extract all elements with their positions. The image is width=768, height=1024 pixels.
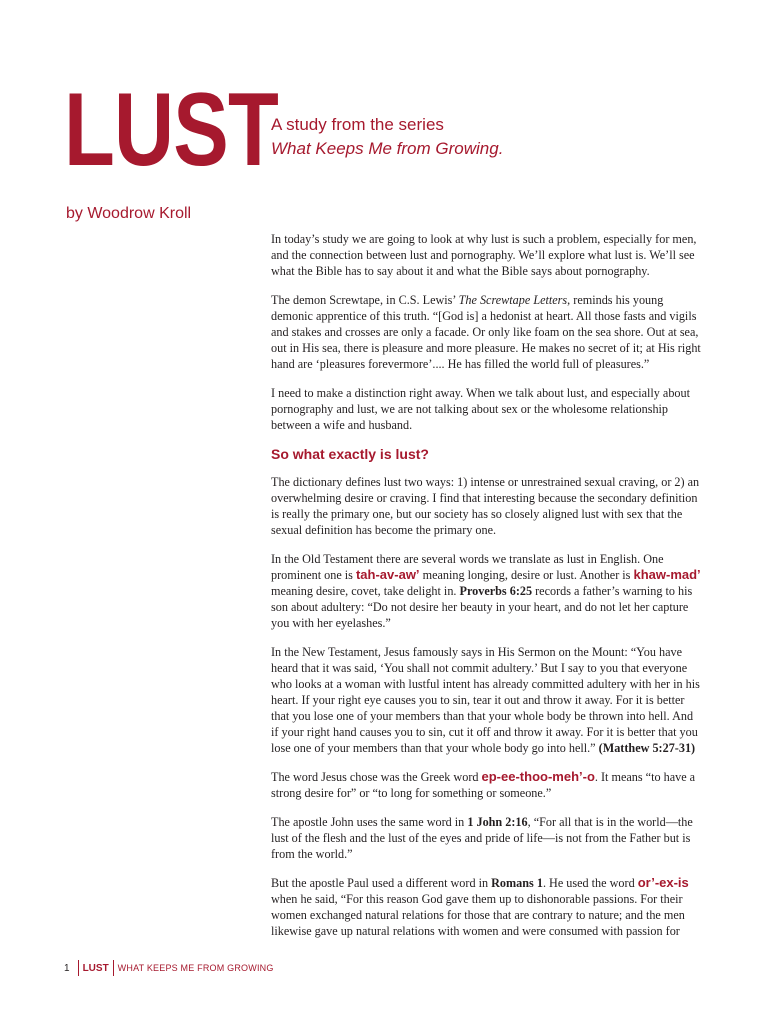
section-heading: So what exactly is lust? bbox=[271, 446, 429, 462]
paragraph-4: The dictionary defines lust two ways: 1) intense or unrestrained sexual craving, or 2) an overwhelming desire or craving. I find that interesting because the secondary definition is really the primary one, but our society has so closely aligned lust with sex that the sexual definition has become the primary one. bbox=[271, 475, 700, 537]
greek-word: ep-ee-thoo-meh’-o bbox=[481, 769, 595, 784]
paragraph-1: In today’s study we are going to look at why lust is such a problem, especially for men, and the connection between lust and pornography. We’ll explore what lust is. We’ll see what the Bible has to say about it and what the Bible says about pornography. bbox=[271, 232, 697, 278]
text-run: The apostle John uses the same word in bbox=[271, 815, 468, 829]
paragraph-2 bbox=[271, 292, 703, 372]
scripture-reference: Romans 1 bbox=[491, 876, 543, 890]
page-footer bbox=[64, 960, 274, 976]
text-run: records a father’s warning to his son about adultery: “Do not desire her beauty in your heart, and do not let her capture you with her eyelashes.” bbox=[271, 584, 693, 630]
text-run: In the Old Testament there are several words we translate as lust in English. One prominent one is bbox=[271, 552, 664, 582]
paragraph-5 bbox=[271, 551, 703, 631]
hebrew-word: tah-av-aw’ bbox=[355, 567, 420, 582]
paragraph-3: I need to make a distinction right away. When we talk about lust, and especially about pornography and lust, we are not talking about sex or the wholesome relationship between a wife and husband. bbox=[271, 386, 690, 432]
footer-series: WHAT KEEPS ME FROM GROWING bbox=[117, 963, 274, 973]
page-number: 1 bbox=[64, 962, 70, 974]
footer-divider bbox=[113, 960, 114, 976]
text-run: . It means “to have a strong desire for” or “to long for something or someone.” bbox=[271, 770, 696, 800]
series-line-1: A study from the series bbox=[271, 115, 444, 134]
text-run: meaning desire, covet, take delight in. bbox=[271, 584, 460, 598]
scripture-reference: 1 John 2:16 bbox=[467, 815, 528, 829]
book-title: The Screwtape Letters bbox=[458, 293, 568, 307]
text-run: . He used the word bbox=[542, 876, 638, 890]
series-subtitle bbox=[271, 113, 503, 161]
article-body bbox=[271, 231, 703, 952]
text-run: meaning longing, desire or lust. Another is bbox=[419, 568, 634, 582]
series-line-2: What Keeps Me from Growing. bbox=[271, 139, 504, 158]
text-run: In the New Testament, Jesus famously says in His Sermon on the Mount: “You have heard that it was said, ‘You shall not commit adultery.’ But I say to you that everyone who looks at a woman with lustful intent has already committed adultery with her in his heart. If your right eye causes you to sin, tear it out and throw it away. For it is better that you lose one of your members than that your whole body be thrown into hell. And if your right hand causes you to sin, cut it off and throw it away. For it is better that you lose one of your members than that your whole body go into hell.” bbox=[271, 645, 700, 755]
scripture-reference: (Matthew 5:27-31) bbox=[598, 741, 696, 755]
text-run: , “For all that is in the world—the lust of the flesh and the lust of the eyes and pride of life—is not from the Father but is from the world.” bbox=[271, 815, 693, 861]
footer-divider bbox=[78, 960, 79, 976]
greek-word: or’-ex-is bbox=[637, 875, 689, 890]
text-run: The word Jesus chose was the Greek word bbox=[271, 770, 482, 784]
text-run: , reminds his young demonic apprentice of this truth. “[God is] a hedonist at heart. All those fasts and vigils and stakes and crosses are only a facade. Or only like foam on the sea shore. Out at sea, out in His sea, there is pleasure and more pleasure. He makes no secret of it; at His right hand are ‘pleasures forevermore’.... He has filled the world full of pleasures.” bbox=[271, 293, 701, 371]
paragraph-6 bbox=[271, 644, 703, 756]
paragraph-9 bbox=[271, 875, 703, 939]
text-run: when he said, “For this reason God gave them up to dishonorable passions. For their women exchanged natural relations for those that are contrary to nature; and the men likewise gave up natural relations with women and were consumed with passion for bbox=[271, 892, 685, 938]
scripture-reference: Proverbs 6:25 bbox=[459, 584, 533, 598]
text-run: But the apostle Paul used a different word in bbox=[271, 876, 492, 890]
text-run: The demon Screwtape, in C.S. Lewis’ bbox=[271, 293, 459, 307]
author-byline: by Woodrow Kroll bbox=[66, 205, 192, 222]
paragraph-7 bbox=[271, 769, 703, 801]
footer-title: LUST bbox=[82, 962, 109, 974]
paragraph-8 bbox=[271, 814, 703, 862]
hebrew-word: khaw-mad’ bbox=[633, 567, 701, 582]
page-title: LUST bbox=[64, 72, 279, 188]
